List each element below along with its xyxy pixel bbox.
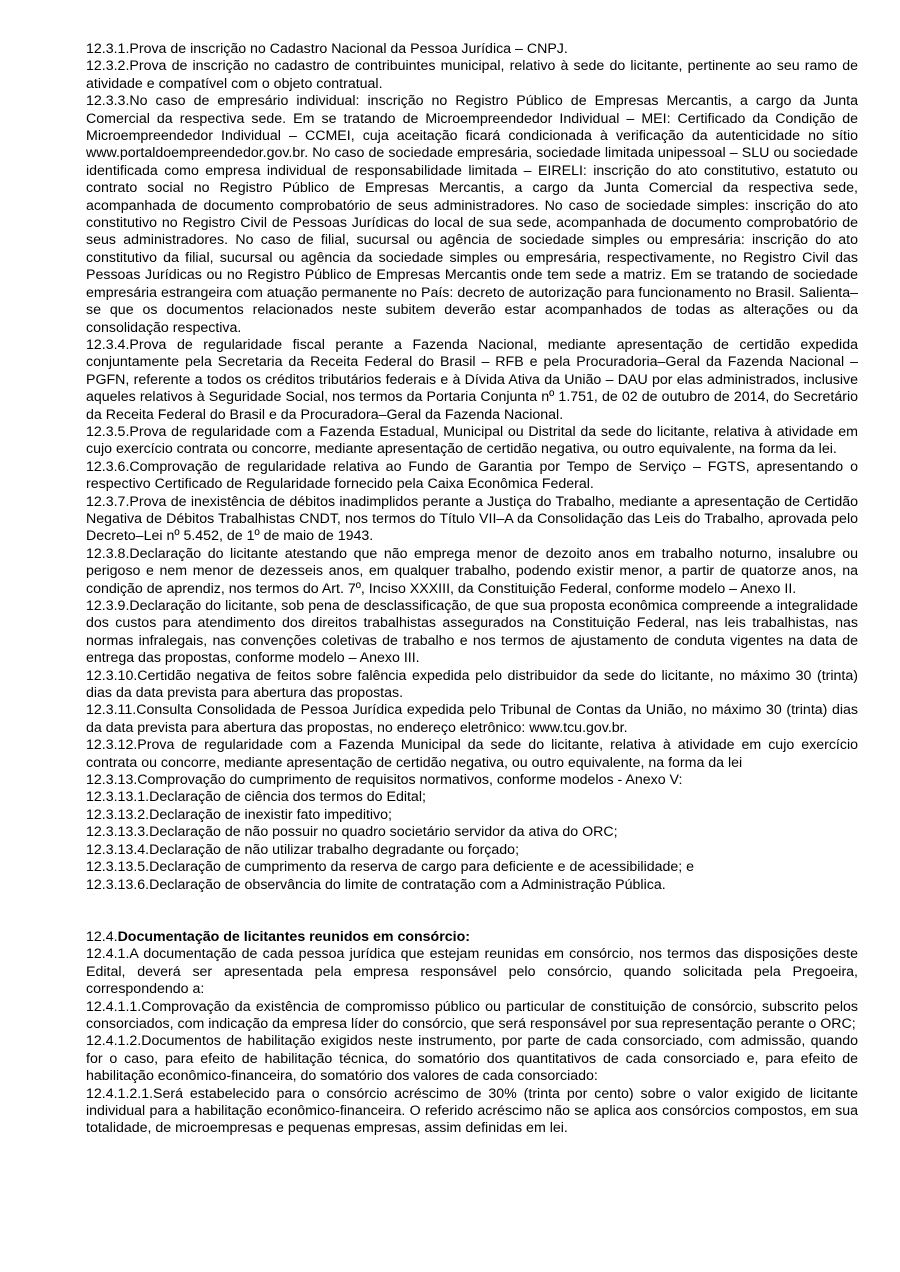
clause-12-4-1: 12.4.1.A documentação de cada pessoa jurídica que estejam reunidas em consórcio, nos termos das disposições deste Edital, deverá ser apresentada pela empresa responsável pelo consórcio, quando solicitada pela Pregoeira, correspondendo a: — [86, 946, 858, 998]
clause-12-3-7: 12.3.7.Prova de inexistência de débitos inadimplidos perante a Justiça do Trabalho, mediante a apresentação de Certidão Negativa de Débitos Trabalhistas CNDT, nos termos do Título VII–A da Consolidação das Leis do Trabalho, aprovada pelo Decreto–Lei nº 5.452, de 1º de maio de 1943. — [86, 493, 858, 545]
clause-12-3-13-2: 12.3.13.2.Declaração de inexistir fato impeditivo; — [86, 806, 392, 823]
document-page — [86, 41, 858, 1138]
clause-12-3-13-1: 12.3.13.1.Declaração de ciência dos termos do Edital; — [86, 789, 426, 806]
clause-12-3-6: 12.3.6.Comprovação de regularidade relativa ao Fundo de Garantia por Tempo de Serviço – FGTS, apresentando o respectivo Certificado de Regularidade fornecido pela Caixa Econômica Federal. — [86, 458, 858, 493]
clause-12-3-13-6: 12.3.13.6.Declaração de observância do limite de contratação com a Administração Pública. — [86, 876, 666, 893]
clause-12-4-1-2-1: 12.4.1.2.1.Será estabelecido para o consórcio acréscimo de 30% (trinta por cento) sobre o valor exigido de licitante individual para a habilitação econômico-financeira. O referido acréscimo não se aplica aos consórcios compostos, em sua totalidade, de microempresas e pequenas empresas, assim definidas em lei. — [86, 1085, 858, 1137]
clause-12-3-13: 12.3.13.Comprovação do cumprimento de requisitos normativos, conforme modelos - Anexo V: — [86, 772, 683, 789]
section-12-4-heading — [86, 929, 858, 946]
clause-12-3-2: 12.3.2.Prova de inscrição no cadastro de contribuintes municipal, relativo à sede do licitante, pertinente ao seu ramo de atividade e compatível com o objeto contratual. — [86, 58, 858, 92]
clause-12-3-13-3: 12.3.13.3.Declaração de não possuir no quadro societário servidor da ativa do ORC; — [86, 824, 618, 841]
clause-12-3-5: 12.3.5.Prova de regularidade com a Fazenda Estadual, Municipal ou Distrital da sede do licitante, relativa à atividade em cujo exercício contrata ou concorre, mediante apresentação de certidão negativa, ou outro equivalente, na forma da lei. — [86, 423, 858, 458]
clause-12-3-9: 12.3.9.Declaração do licitante, sob pena de desclassificação, de que sua proposta econômica compreende a integralidade dos custos para atendimento dos direitos trabalhistas assegurados na Constituição Federal, nas leis trabalhistas, nas normas infralegais, nas convenções coletivas de trabalho e nos termos de ajustamento de conduta vigentes na data de entrega das propostas, conforme modelo – Anexo III. — [86, 598, 858, 667]
clause-12-4-1-2: 12.4.1.2.Documentos de habilitação exigidos neste instrumento, por parte de cada consorciado, com admissão, quando for o caso, para efeito de habilitação técnica, do somatório dos quantitativos de cada consorciado e, para efeito de habilitação econômico-financeira, do somatório dos valores de cada consorciado: — [86, 1033, 858, 1085]
clause-12-3-11: 12.3.11.Consulta Consolidada de Pessoa Jurídica expedida pelo Tribunal de Contas da União, no máximo 30 (trinta) dias da data prevista para abertura das propostas, no endereço eletrônico: www.tcu.gov.br. — [86, 702, 858, 736]
clause-12-4-1-1: 12.4.1.1.Comprovação da existência de compromisso público ou particular de constituição de consórcio, subscrito pelos consorciados, com indicação da empresa líder do consórcio, que será responsável por sua representação perante o ORC; — [86, 998, 858, 1032]
clause-12-3-13-5: 12.3.13.5.Declaração de cumprimento da reserva de cargo para deficiente e de acessibilidade; e — [86, 859, 695, 876]
section-spacer — [86, 894, 858, 929]
clause-12-3-10: 12.3.10.Certidão negativa de feitos sobre falência expedida pelo distribuidor da sede do licitante, no máximo 30 (trinta) dias da data prevista para abertura das propostas. — [86, 667, 858, 702]
section-12-4-title: Documentação de licitantes reunidos em consórcio: — [117, 928, 470, 945]
clause-12-3-8: 12.3.8.Declaração do licitante atestando que não emprega menor de dezoito anos em trabalho noturno, insalubre ou perigoso e nem menor de dezesseis anos, em qualquer trabalho, podendo existir menor, a partir de quatorze anos, na condição de aprendiz, nos termos do Art. 7º, Inciso XXXIII, da Constituição Federal, conforme modelo – Anexo II. — [86, 545, 858, 597]
clause-12-3-4: 12.3.4.Prova de regularidade fiscal perante a Fazenda Nacional, mediante apresentação de certidão expedida conjuntamente pela Secretaria da Receita Federal do Brasil – RFB e pela Procuradoria–Geral da Fazenda Nacional – PGFN, referente a todos os créditos tributários federais e à Dívida Ativa da União – DAU por elas administrados, inclusive aqueles relativos à Seguridade Social, nos termos da Portaria Conjunta nº 1.751, de 02 de outubro de 2014, do Secretário da Receita Federal do Brasil e da Procuradora–Geral da Fazenda Nacional. — [86, 336, 858, 423]
clause-12-3-1: 12.3.1.Prova de inscrição no Cadastro Nacional da Pessoa Jurídica – CNPJ. — [86, 41, 568, 57]
clause-12-3-13-4: 12.3.13.4.Declaração de não utilizar trabalho degradante ou forçado; — [86, 841, 520, 858]
clause-12-3-12: 12.3.12.Prova de regularidade com a Fazenda Municipal da sede do licitante, relativa à atividade em cujo exercício contrata ou concorre, mediante apresentação de certidão negativa, ou outro equivalente, na forma da lei — [86, 737, 858, 771]
section-12-4-number: 12.4. — [86, 928, 118, 945]
clause-12-3-3: 12.3.3.No caso de empresário individual: inscrição no Registro Público de Empresas Mercantis, a cargo da Junta Comercial da respectiva sede. Em se tratando de Microempreendedor Individual – MEI: Certificado da Condição de Microempreendedor Individual – CCMEI, cuja aceitação ficará condicionada à verificação da autenticidade no sítio www.portaldoempreendedor.gov.br. No caso de sociedade empresária, sociedade limitada unipessoal – SLU ou sociedade identificada como empresa individual de responsabilidade limitada – EIRELI: inscrição do ato constitutivo, estatuto ou contrato social no Registro Público de Empresas Mercantis, a cargo da Junta Comercial da respectiva sede, acompanhada de documento comprobatório de seus administradores. No caso de sociedade simples: inscrição do ato constitutivo no Registro Civil de Pessoas Jurídicas do local de sua sede, acompanhada de documento comprobatório de seus administradores. No caso de filial, sucursal ou agência de sociedade simples ou empresária: inscrição do ato constitutivo da filial, sucursal ou agência da sociedade simples ou empresária, respectivamente, no Registro Civil das Pessoas Jurídicas ou no Registro Público de Empresas Mercantis onde tem sede a matriz. Em se tratando de sociedade empresária estrangeira com atuação permanente no País: decreto de autorização para funcionamento no Brasil. Salienta–se que os documentos relacionados neste subitem deverão estar acompanhados de todas as alterações ou da consolidação respectiva. — [86, 93, 858, 336]
